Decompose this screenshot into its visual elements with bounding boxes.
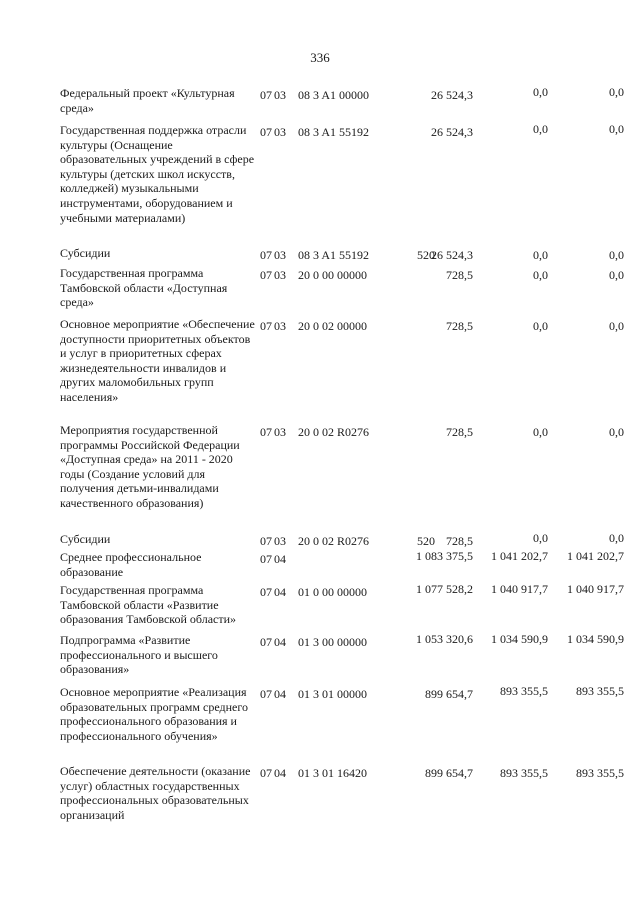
amount-year-2: 0,0 <box>533 122 548 136</box>
amount-year-1: 26 524,3 <box>431 125 473 139</box>
row-name: Государственная поддержка отрасли культуры (Оснащение образовательных учреждений в сфере культуры (детских школ искусств, колледжей) музыкальными инструментами, оборудованием и учебными материалами) <box>60 123 255 225</box>
amount-year-2: 1 034 590,9 <box>491 632 548 646</box>
table-row <box>60 123 630 246</box>
amount-year-3: 1 041 202,7 <box>567 549 624 563</box>
section-code: 07 <box>260 425 272 439</box>
target-article-code: 20 0 00 00000 <box>298 268 367 282</box>
amount-year-1: 26 524,3 <box>431 88 473 102</box>
section-code: 07 <box>260 319 272 333</box>
section-code: 07 <box>260 125 272 139</box>
table-row <box>60 532 630 550</box>
expense-type-code: 520 <box>417 248 435 262</box>
amount-year-1: 728,5 <box>446 534 473 548</box>
row-name: Субсидии <box>60 246 111 260</box>
amount-year-3: 893 355,5 <box>576 766 624 780</box>
subsection-code: 04 <box>274 635 286 649</box>
subsection-code: 03 <box>274 125 286 139</box>
row-name: Федеральный проект «Культурная среда» <box>60 86 235 115</box>
row-name: Обеспечение деятельности (оказание услуг) областных государственных профессиональных образовательных организаций <box>60 764 251 822</box>
amount-year-1: 1 083 375,5 <box>416 549 473 563</box>
amount-year-1: 1 077 528,2 <box>416 582 473 596</box>
target-article-code: 01 0 00 00000 <box>298 585 367 599</box>
table-row <box>60 583 630 633</box>
amount-year-3: 0,0 <box>609 319 624 333</box>
section-code: 07 <box>260 268 272 282</box>
amount-year-2: 0,0 <box>533 85 548 99</box>
amount-year-3: 0,0 <box>609 268 624 282</box>
target-article-code: 20 0 02 R0276 <box>298 425 370 439</box>
amount-year-3: 893 355,5 <box>576 684 624 698</box>
table-row <box>60 633 630 685</box>
table-row <box>60 685 630 764</box>
target-article-code: 08 3 A1 55192 <box>298 248 370 262</box>
table-row <box>60 423 630 532</box>
subsection-code: 03 <box>274 268 286 282</box>
row-name: Мероприятия государственной программы Российской Федерации «Доступная среда» на 2011 - 2020 годы (Создание условий для получения детьми-инвалидами качественного образования) <box>60 423 240 510</box>
amount-year-3: 0,0 <box>609 425 624 439</box>
amount-year-1: 728,5 <box>446 268 473 282</box>
section-code: 07 <box>260 248 272 262</box>
row-name: Среднее профессиональное образование <box>60 550 202 579</box>
amount-year-1: 1 053 320,6 <box>416 632 473 646</box>
amount-year-3: 1 034 590,9 <box>567 632 624 646</box>
table-row <box>60 317 630 423</box>
amount-year-3: 0,0 <box>609 85 624 99</box>
section-code: 07 <box>260 585 272 599</box>
target-article-code: 01 3 00 00000 <box>298 635 367 649</box>
subsection-code: 03 <box>274 88 286 102</box>
target-article-code: 01 3 01 00000 <box>298 687 367 701</box>
table-row <box>60 764 630 844</box>
amount-year-2: 1 040 917,7 <box>491 582 548 596</box>
row-name: Основное мероприятие «Реализация образовательных программ среднего профессионального образования и профессионального обучения» <box>60 685 248 743</box>
amount-year-1: 728,5 <box>446 319 473 333</box>
subsection-code: 04 <box>274 585 286 599</box>
row-name: Субсидии <box>60 532 111 546</box>
amount-year-2: 1 041 202,7 <box>491 549 548 563</box>
table-row <box>60 86 630 123</box>
amount-year-1: 899 654,7 <box>425 687 473 701</box>
expense-type-code: 520 <box>417 534 435 548</box>
subsection-code: 04 <box>274 552 286 566</box>
row-name: Государственная программа Тамбовской области «Развитие образования Тамбовской области» <box>60 583 237 627</box>
target-article-code: 08 3 A1 00000 <box>298 88 370 102</box>
target-article-code: 08 3 A1 55192 <box>298 125 370 139</box>
page-number: 336 <box>310 50 330 65</box>
amount-year-1: 899 654,7 <box>425 766 473 780</box>
amount-year-2: 0,0 <box>533 268 548 282</box>
section-code: 07 <box>260 766 272 780</box>
table-row <box>60 550 630 583</box>
target-article-code: 20 0 02 00000 <box>298 319 367 333</box>
amount-year-2: 893 355,5 <box>500 684 548 698</box>
target-article-code: 01 3 01 16420 <box>298 766 367 780</box>
table-row <box>60 246 630 266</box>
section-code: 07 <box>260 635 272 649</box>
amount-year-3: 0,0 <box>609 248 624 262</box>
section-code: 07 <box>260 534 272 548</box>
budget-table <box>60 86 630 844</box>
subsection-code: 04 <box>274 766 286 780</box>
row-name: Основное мероприятие «Обеспечение доступности приоритетных объектов и услуг в приоритетных сферах жизнедеятельности инвалидов и других маломобильных групп населения» <box>60 317 255 404</box>
section-code: 07 <box>260 552 272 566</box>
subsection-code: 03 <box>274 425 286 439</box>
amount-year-1: 728,5 <box>446 425 473 439</box>
amount-year-2: 0,0 <box>533 531 548 545</box>
amount-year-2: 893 355,5 <box>500 766 548 780</box>
amount-year-2: 0,0 <box>533 425 548 439</box>
row-name: Подпрограмма «Развитие профессионального и высшего образования» <box>60 633 218 677</box>
row-name: Государственная программа Тамбовской области «Доступная среда» <box>60 266 228 310</box>
subsection-code: 03 <box>274 248 286 262</box>
section-code: 07 <box>260 687 272 701</box>
amount-year-2: 0,0 <box>533 319 548 333</box>
subsection-code: 03 <box>274 319 286 333</box>
subsection-code: 04 <box>274 687 286 701</box>
amount-year-3: 0,0 <box>609 531 624 545</box>
target-article-code: 20 0 02 R0276 <box>298 534 370 548</box>
section-code: 07 <box>260 88 272 102</box>
amount-year-3: 0,0 <box>609 122 624 136</box>
amount-year-2: 0,0 <box>533 248 548 262</box>
subsection-code: 03 <box>274 534 286 548</box>
amount-year-3: 1 040 917,7 <box>567 582 624 596</box>
table-row <box>60 266 630 317</box>
amount-year-1: 26 524,3 <box>431 248 473 262</box>
